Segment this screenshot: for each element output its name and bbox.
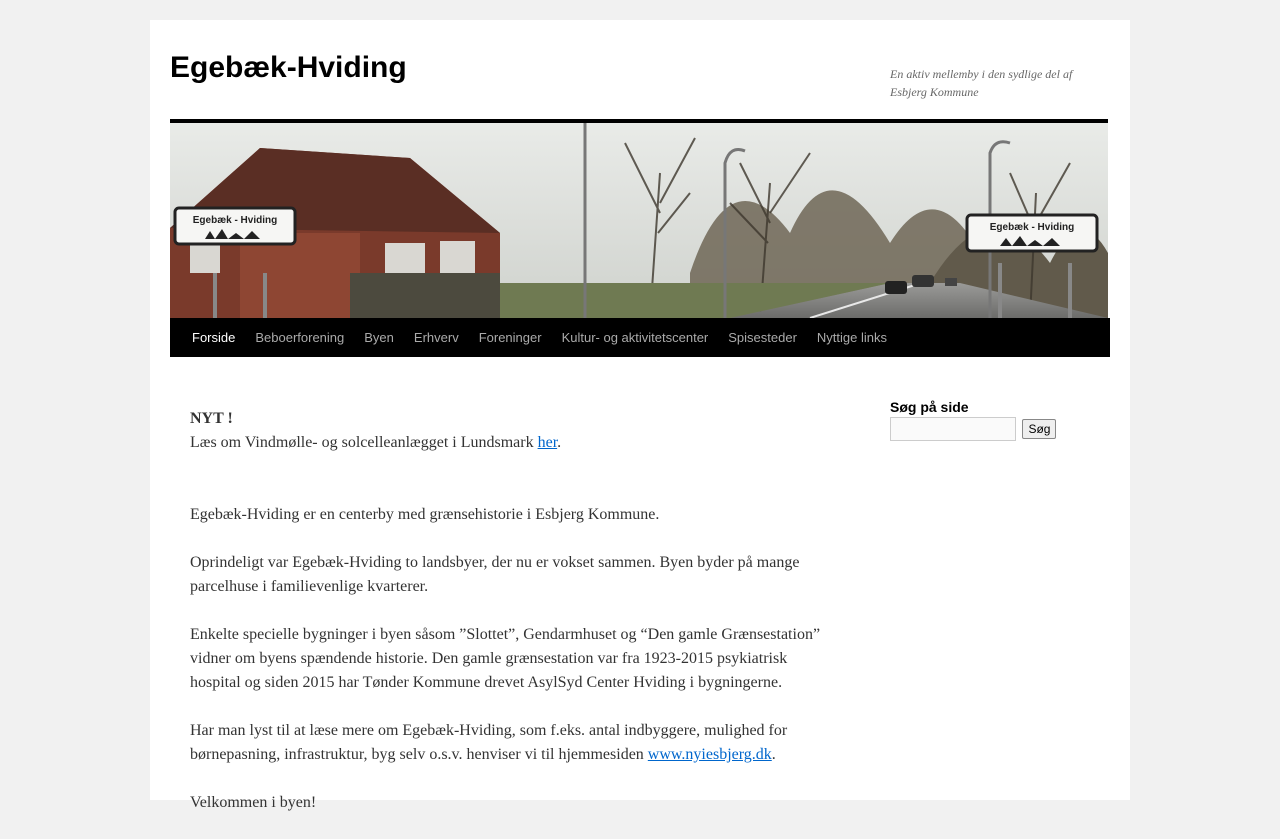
news-text: Læs om Vindmølle- og solcelleanlægget i Lundsmark	[190, 434, 538, 451]
nav-item-erhverv[interactable]: Erhverv	[413, 330, 459, 345]
news-end: .	[557, 434, 562, 451]
history-paragraph: Oprindeligt var Egebæk-Hviding to landsbyer, der nu er vokset sammen. Byen byder på mange parcelhuse i familievenlige kvarterer.	[190, 554, 800, 595]
header-photo	[170, 123, 1108, 318]
main-content	[190, 407, 830, 839]
search-input[interactable]	[890, 417, 1016, 441]
search-heading: Søg på side	[890, 399, 969, 415]
welcome-paragraph: Velkommen i byen!	[190, 794, 317, 811]
news-heading: NYT !	[190, 410, 233, 427]
nav-item-nyttige-links[interactable]: Nyttige links	[816, 330, 887, 345]
nav-item-byen[interactable]: Byen	[364, 330, 394, 345]
nav-item-spisesteder[interactable]: Spisesteder	[728, 330, 797, 345]
more-info-end: .	[771, 746, 776, 763]
nav-item-forside[interactable]: Forside	[192, 330, 236, 345]
sign-left-text: Egebæk - Hviding	[192, 215, 278, 226]
intro-paragraph: Egebæk-Hviding er en centerby med grænsehistorie i Esbjerg Kommune.	[190, 506, 660, 523]
spacer	[190, 479, 830, 503]
more-info-paragraph	[190, 719, 830, 767]
sign-right-text: Egebæk - Hviding	[989, 222, 1075, 233]
news-paragraph	[190, 407, 830, 455]
nav-item-foreninger[interactable]: Foreninger	[478, 330, 542, 345]
more-info-text: Har man lyst til at læse mere om Egebæk-Hviding, som f.eks. antal indbyggere, mulighed for børnepasning, infrastruktur, byg selv o.s.v. henviser vi til hjemmesiden	[190, 722, 788, 763]
nyiesbjerg-link[interactable]: www.nyiesbjerg.dk	[647, 746, 772, 763]
site-title[interactable]: Egebæk-Hviding	[170, 51, 407, 84]
news-link[interactable]: her	[537, 434, 558, 451]
spacer	[190, 455, 830, 479]
page-wrapper	[150, 20, 1130, 811]
main-navigation	[170, 318, 1110, 357]
sidebar	[890, 398, 1110, 441]
search-button[interactable]: Søg	[1022, 419, 1056, 439]
buildings-paragraph: Enkelte specielle bygninger i byen såsom ”Slottet”, Gendarmhuset og “Den gamle Grænsestation” vidner om byens spændende historie. Den gamle grænsestation var fra 1923-2015 psykiatrisk hospital og siden 2015 har Tønder Kommune drevet AsylSyd Center Hviding i bygningerne.	[190, 626, 821, 691]
site-description: En aktiv mellemby i den sydlige del af Esbjerg Kommune	[890, 67, 1073, 99]
nav-item-kultur-og-aktivitetscenter[interactable]: Kultur- og aktivitetscenter	[561, 330, 709, 345]
nav-item-beboerforening[interactable]: Beboerforening	[255, 330, 345, 345]
